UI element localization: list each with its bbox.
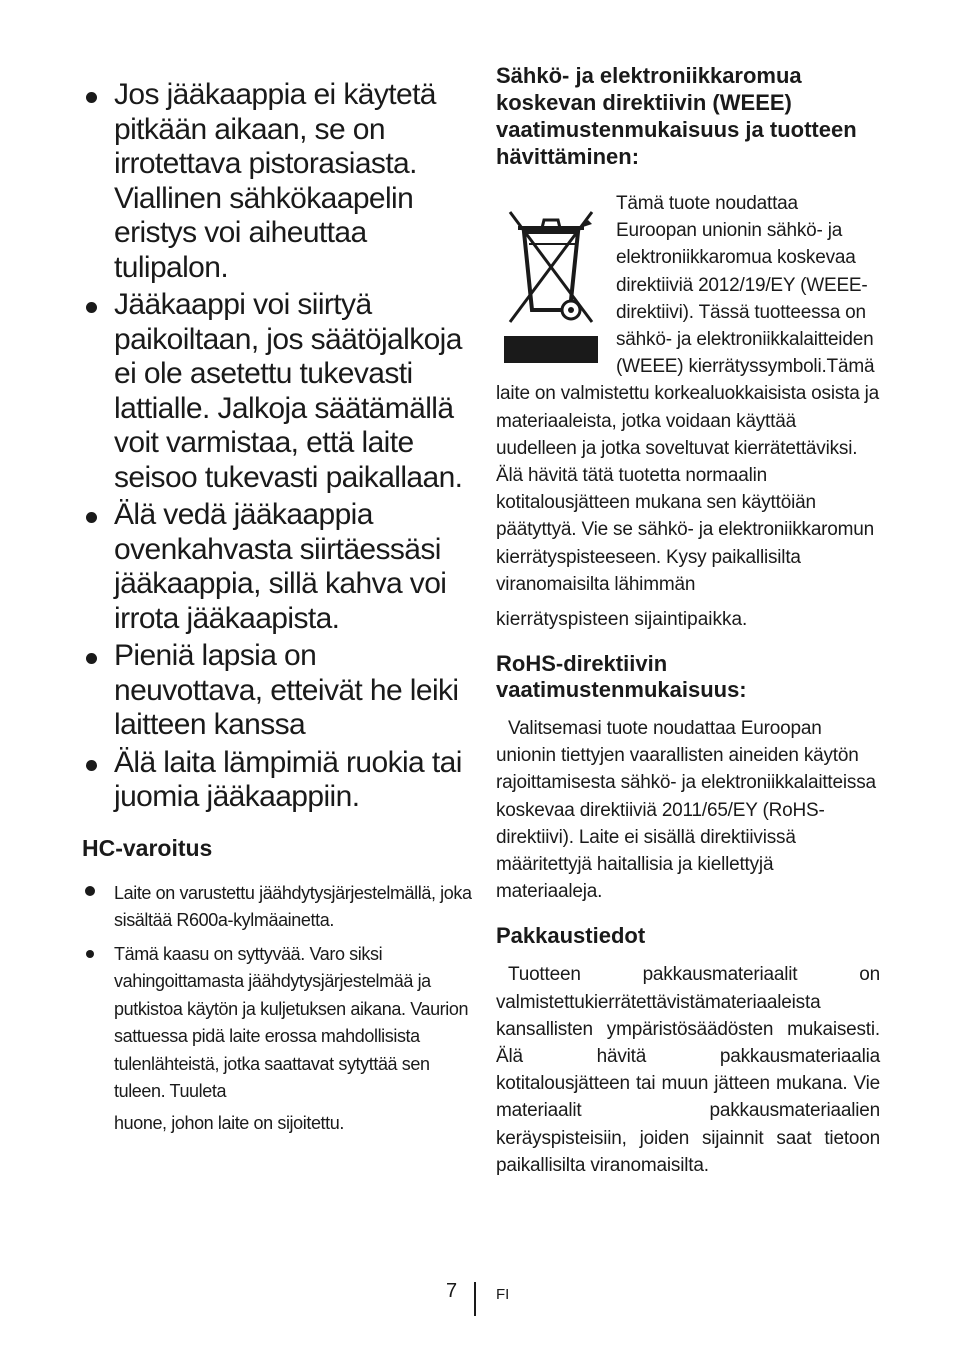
bullet-icon bbox=[86, 512, 97, 523]
language-code: FI bbox=[496, 1286, 510, 1303]
bullet-icon bbox=[86, 302, 97, 313]
bullet-icon bbox=[86, 92, 97, 103]
list-item: Pieniä lapsia on neuvottava, etteivät he leiki laitteen kanssa bbox=[82, 639, 472, 743]
page-number: 7 bbox=[446, 1280, 458, 1302]
list-item: Jos jääkaappia ei käytetä pitkään aikaan, se on irrotettava pistorasiasta. Viallinen sähkökaapelin eristys voi aiheuttaa tulipalon. bbox=[82, 78, 472, 285]
crossed-out-wheelie-bin-icon bbox=[496, 198, 606, 363]
list-item: Tämä kaasu on syttyvää. Varo siksi vahingoittamasta jäähdytysjärjestelmää ja putkistoa käytön ja kuljetuksen aikana. Vaurion sattuessa pidä laite erossa mahdollisista tulenlähteistä, jotka saattavat sytyttää sen tuleen. Tuuleta huone, johon laite on sijoitettu. bbox=[82, 941, 472, 1138]
list-item: Laite on varustettu jäähdytysjärjestelmällä, joka sisältää R600a-kylmäainetta. bbox=[82, 880, 472, 935]
left-column bbox=[82, 78, 472, 1143]
list-item: Älä vedä jääkaappia ovenkahvasta siirtäessäsi jääkaappia, sillä kahva voi irrota jääkaapista. bbox=[82, 498, 472, 636]
rohs-body-text: Valitsemasi tuote noudattaa Euroopan unionin tiettyjen vaarallisten aineiden käytön rajoittamisesta sähkö- ja elektroniikkalaitteissa koskevaa direktiiviä 2011/65/EY (RoHS-direktiivi). Laite ei sisällä direktiivissä määritettyjä haitallisia ja kiellettyjä materiaaleja. bbox=[496, 718, 876, 903]
bullet-icon bbox=[86, 950, 94, 958]
list-item-tail: huone, johon laite on sijoitettu. bbox=[114, 1112, 344, 1133]
hc-warning-heading: HC-varoitus bbox=[82, 834, 213, 861]
safety-bullet-list bbox=[82, 78, 472, 815]
bullet-icon bbox=[86, 760, 97, 771]
packaging-heading: Pakkaustiedot bbox=[496, 923, 646, 949]
hc-warning-list bbox=[82, 880, 472, 1138]
footer-divider bbox=[474, 1282, 476, 1316]
weee-section bbox=[496, 190, 880, 633]
weee-heading: Sähkö- ja elektroniikkaromua koskevan direktiivin (WEEE) vaatimustenmukaisuus ja tuotteen hävittäminen: bbox=[496, 63, 857, 169]
bullet-icon bbox=[86, 653, 97, 664]
bullet-icon bbox=[85, 886, 95, 896]
list-item: Älä laita lämpimiä ruokia tai juomia jääkaappiin. bbox=[82, 746, 472, 815]
list-item: Jääkaappi voi siirtyä paikoiltaan, jos säätöjalkoja ei ole asetettu tukevasti lattialle. Jalkoja säätämällä voit varmistaa, että laite seisoo tukevasti paikallaan. bbox=[82, 288, 472, 495]
packaging-body-text: Tuotteen pakkausmateriaalit on valmistettukierrätettävistämateriaaleista kansallisten ympäristösäädösten mukaisesti. Älä hävitä pakkausmateriaalia kotitalousjätteen tai muun jätteen mukana. Vie materiaalit pakkausmateriaalien keräyspisteisiin, joiden sijainnit saat tietoon paikallisilta viranomaisilta. bbox=[496, 964, 880, 1176]
weee-body-text: Tämä tuote noudattaa Euroopan unionin sähkö- ja elektroniikkaromua koskevaa direktiiviä 2012/19/EY (WEEE-direktiivi). Tässä tuotteessa on sähkö- ja elektroniikkalaitteiden (WEEE) kierrätyssymboli.Tämä laite on valmistettu korkealuokkaisista osista ja materiaaleista, jotka voidaan käyttää uudelleen ja jotka soveltuvat kierrätettäviksi. Älä hävitä tätä tuotetta normaalin kotitalousjätteen mukana sen käyttöiän päätyttyä. Vie se sähkö- ja elektroniikkaromun kierrätyspisteeseen. Kysy paikallisilta viranomaisilta lähimmän bbox=[496, 193, 880, 595]
right-column bbox=[496, 62, 880, 1179]
rohs-heading: RoHS-direktiivin vaatimustenmukaisuus: bbox=[496, 651, 747, 703]
weee-body-tail: kierrätyspisteen sijaintipaikka. bbox=[496, 609, 748, 631]
